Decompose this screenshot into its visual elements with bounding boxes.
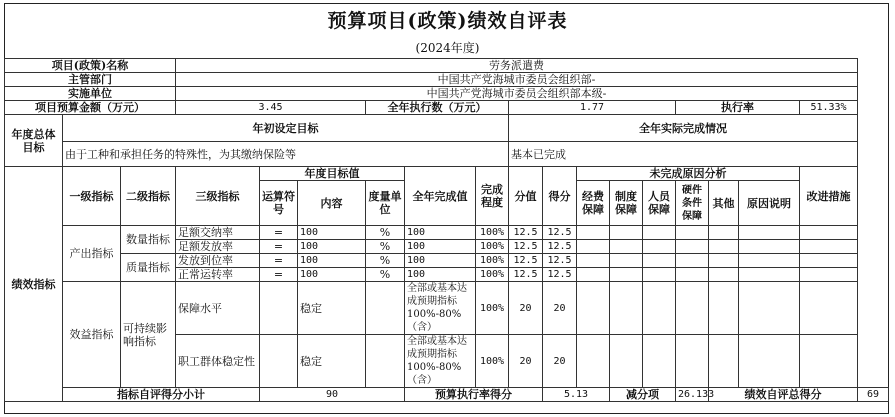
benefit-level1: 效益指标 (63, 282, 121, 388)
header-degree: 完成程度 (476, 167, 509, 226)
unit-row (5, 87, 889, 101)
indicator-completed: 100 (405, 254, 476, 268)
indicator-content: 100 (298, 240, 366, 254)
header-reason: 原因说明 (739, 181, 800, 226)
indicator-degree: 100% (476, 226, 509, 240)
indicator-name: 职工群体稳定性 (176, 335, 260, 388)
indicator-completed: 全部或基本达成预期指标100%-80%（含） (405, 335, 476, 388)
indicator-completed: 100 (405, 226, 476, 240)
table-row (5, 282, 889, 335)
indicator-operator: = (260, 240, 298, 254)
indicator-content: 稳定 (298, 335, 366, 388)
deduct-label: 减分项 (610, 388, 676, 402)
header-unfinished: 未完成原因分析 (577, 167, 800, 181)
exec-value: 1.77 (509, 101, 676, 115)
header-improve: 改进措施 (800, 167, 858, 226)
header-completed: 全年完成值 (405, 167, 476, 226)
budget-exec-value: 5.13 (543, 388, 610, 402)
indicator-unit: % (366, 240, 405, 254)
rate-label: 执行率 (676, 101, 800, 115)
header-score-value: 分值 (509, 167, 543, 226)
goals-actual-text: 基本已完成 (509, 142, 858, 167)
budget-exec-label: 预算执行率得分 (405, 388, 543, 402)
indicator-score: 20 (543, 335, 577, 388)
header-level2: 二级指标 (121, 167, 176, 226)
benefit-level2: 可持续影响指标 (121, 282, 176, 388)
deduct-value: 26.133 (676, 388, 709, 402)
dept-value: 中国共产党海城市委员会组织部- (176, 73, 858, 87)
evaluation-table (4, 58, 889, 402)
indicator-unit: % (366, 254, 405, 268)
indicator-score: 12.5 (543, 268, 577, 282)
subtotal-label: 指标自评得分小计 (63, 388, 260, 402)
total-value: 69 (858, 388, 889, 402)
indicator-degree: 100% (476, 240, 509, 254)
header-score: 得分 (543, 167, 577, 226)
indicator-operator: = (260, 268, 298, 282)
indicator-name: 正常运转率 (176, 268, 260, 282)
output-quality: 质量指标 (121, 254, 176, 282)
header-unit: 度量单位 (366, 181, 405, 226)
page-subtitle: (2024年度) (415, 41, 480, 55)
page-title: 预算项目(政策)绩效自评表 (327, 10, 568, 32)
header-funding: 经费保障 (577, 181, 610, 226)
footer-row (5, 388, 889, 402)
indicator-unit: % (366, 226, 405, 240)
table-row (5, 226, 889, 240)
indicator-completed: 全部或基本达成预期指标100%-80%（含） (405, 282, 476, 335)
indicator-name: 足额发放率 (176, 240, 260, 254)
header-level3: 三级指标 (176, 167, 260, 226)
header-system: 制度保障 (610, 181, 643, 226)
header-content: 内容 (298, 181, 366, 226)
goals-initial-header: 年初设定目标 (63, 115, 509, 142)
indicator-value: 12.5 (509, 254, 543, 268)
project-name-row (5, 59, 889, 73)
header-staff: 人员保障 (643, 181, 676, 226)
indicator-degree: 100% (476, 335, 509, 388)
budget-row (5, 101, 889, 115)
indicator-degree: 100% (476, 254, 509, 268)
unit-label: 实施单位 (5, 87, 176, 101)
total-label: 绩效自评总得分 (709, 388, 858, 402)
exec-label: 全年执行数（万元） (366, 101, 509, 115)
dept-label: 主管部门 (5, 73, 176, 87)
perf-label: 绩效指标 (5, 167, 63, 402)
indicator-operator: = (260, 254, 298, 268)
indicator-name: 保障水平 (176, 282, 260, 335)
header-level1: 一级指标 (63, 167, 121, 226)
goals-content-row (5, 142, 889, 167)
indicator-content: 100 (298, 268, 366, 282)
unit-value: 中国共产党海城市委员会组织部本级- (176, 87, 858, 101)
indicator-operator: = (260, 226, 298, 240)
indicator-value: 12.5 (509, 240, 543, 254)
indicator-value: 12.5 (509, 268, 543, 282)
goals-actual-header: 全年实际完成情况 (509, 115, 858, 142)
output-quantity: 数量指标 (121, 226, 176, 254)
project-name-value: 劳务派遣费 (176, 59, 858, 73)
indicator-value: 12.5 (509, 226, 543, 240)
project-name-label: 项目(政策)名称 (5, 59, 176, 73)
indicator-score: 12.5 (543, 240, 577, 254)
goals-header-row (5, 115, 889, 142)
output-level1: 产出指标 (63, 226, 121, 282)
budget-label: 项目预算金额（万元） (5, 101, 176, 115)
goals-initial-text: 由于工种和承担任务的特殊性，为其缴纳保险等 (63, 142, 509, 167)
indicator-completed: 100 (405, 268, 476, 282)
indicator-degree: 100% (476, 268, 509, 282)
dept-row (5, 73, 889, 87)
indicator-score: 12.5 (543, 254, 577, 268)
indicator-content: 100 (298, 226, 366, 240)
table-row (5, 254, 889, 268)
rate-value: 51.33% (800, 101, 858, 115)
indicator-name: 发放到位率 (176, 254, 260, 268)
indicator-score: 20 (543, 282, 577, 335)
indicator-value: 20 (509, 335, 543, 388)
indicator-name: 足额交纳率 (176, 226, 260, 240)
header-operator: 运算符号 (260, 181, 298, 226)
indicator-score: 12.5 (543, 226, 577, 240)
indicator-completed: 100 (405, 240, 476, 254)
budget-value: 3.45 (176, 101, 366, 115)
indicator-unit: % (366, 268, 405, 282)
indicator-content: 稳定 (298, 282, 366, 335)
header-hardware: 硬件条件保障 (676, 181, 709, 226)
goals-label: 年度总体目标 (5, 115, 63, 167)
perf-header-row-1 (5, 167, 889, 181)
indicator-degree: 100% (476, 282, 509, 335)
header-annual-target: 年度目标值 (260, 167, 405, 181)
indicator-content: 100 (298, 254, 366, 268)
indicator-value: 20 (509, 282, 543, 335)
subtotal-value: 90 (260, 388, 405, 402)
header-other: 其他 (709, 181, 739, 226)
